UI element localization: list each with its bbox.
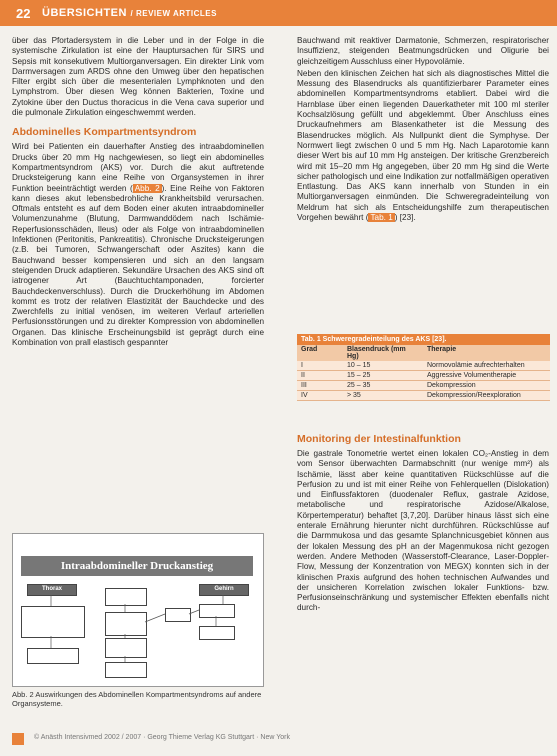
table-cell: Normovolämie aufrechterhalten (427, 362, 525, 369)
table-cell: 15 – 25 (347, 372, 371, 379)
gehirn-box: Gehirn (199, 584, 249, 596)
thorax-box: Thorax (27, 584, 77, 596)
table-cell: > 35 (347, 392, 361, 399)
table-header-cell: Blasendruck (mm Hg) (347, 346, 406, 360)
paragraph: Neben den klinischen Zeichen hat sich als diagnostisches Mittel die Messung des Blasendrucks als quantifizierbarer Parameter eines abdominellen Kompartmentsyndroms etabliert. Dabei wird die Harnblase über einen liegenden Dauerkatheter mit 100 ml steriler Kochsalzlösung gefüllt und abgeklemmt. Über Anschluss eines Druckaufnehmers am Blasenkatheter ist die Messung des Blasendruckes möglich. Als Nullpunkt dient die Symphyse. Der Normwert liegt zwischen 0 und 5 mm Hg. Nach Laparotomie kann dieser Wert bis auf 10 mm Hg ansteigen. Der kritische Grenzbereich wird mit 15–20 mm Hg angegeben, über 20 mm Hg sind die Werte sicher pathologisch und eine Indikation zur notfallmäßigen operativen Entlastung. Das AKS kann innerhalb von Stunden in ein Multiorganversagen einmünden. Die Schweregradeinteilung von Meldrum hat sich als Entscheidungshilfe zum therapeutischen Vorgehen bewährt ( Tab. 1 ) [23]. (297, 68, 549, 223)
figure-reference-link[interactable]: Abb. 2 (134, 183, 160, 193)
figure-caption: Abb. 2 Auswirkungen des Abdominellen Kompartmentsyndroms auf andere Organsysteme. (12, 690, 262, 708)
table-title: Tab. 1 Schweregradeinteilung des AKS [23]. (297, 334, 550, 345)
table-row (297, 361, 550, 371)
table-cell: III (301, 382, 307, 389)
table-cell: Dekompression (427, 382, 476, 389)
table-cell: II (301, 372, 305, 379)
table-header-row (297, 345, 550, 361)
table-cell: 10 – 15 (347, 362, 371, 369)
table-header-cell: Grad (301, 346, 318, 353)
page-number: 22 (16, 6, 31, 21)
section-title: ÜBERSICHTEN / REVIEW ARTICLES (42, 7, 217, 19)
table-cell: 25 – 35 (347, 382, 371, 389)
left-column (12, 36, 264, 350)
table-row (297, 381, 550, 391)
section-subtitle: / REVIEW ARTICLES (130, 9, 217, 18)
paragraph: Wird bei Patienten ein dauerhafter Anstieg des intraabdominellen Drucks über 20 mm Hg nachgewiesen, so liegt ein abdominelles Kompartmentsyndrom (AKS) vor. Durch die akut auftretende Drucksteigerung kann eine Reihe von Organsystemen in ihrer Funktion beeinträchtigt werden ( Abb. 2 ). Eine Reihe von Faktoren kann dieses akut lebensbedrohliche Krankheitsbild verursachen. Oftmals entsteht es auf dem Boden einer akuten intraabdomineller Volumenzunahme (Blutung, Darmwanddödem nach Ischämie-Reperfusionsschäden, Ileus) oder als Folge von intraabdominellen Infektionen (Peritonitis, Pankreatitis). Chronische Drucksteigerungen (z.B. bei Tumoren, Schwangerschaft oder Aszites) kann die Bauchwand besser kompensieren und sich an den langsam steigenden Druck adaptieren. Sekundäre Ursachen des AKS sind oft iatrogener Art (Bauchtuchtamponaden, forcierter Bauchdeckenverschluss). Durch die Druckerhöhung im Abdomen kommt es trotz der relativen Elastizität der Bauchdecke und des Zwerchfells zu initial venösen, im weiteren Verlauf arteriellen Perfusionsstörungen und zu direkter Kompression von abdominellen Organen. Das klinische Erscheinungsbild ist geprägt durch eine Kombination von prall elastisch gespannter (12, 142, 264, 348)
diagram-connectors (13, 534, 263, 686)
figure-banner: Intraabdomineller Druckanstieg (21, 556, 253, 576)
section-heading: Abdominelles Kompartmentsyndrom (12, 126, 197, 139)
right-column-lower (297, 425, 549, 616)
table-row (297, 371, 550, 381)
section-heading: Monitoring der Intestinalfunktion (297, 433, 461, 445)
table-cell: I (301, 362, 303, 369)
footer-text: © Anästh Intensivmed 2002 / 2007 · Georg Thieme Verlag KG Stuttgart · New York (34, 734, 291, 741)
page-header (0, 0, 557, 26)
table-cell: Dekompression/Reexploration (427, 392, 521, 399)
table-cell: IV (301, 392, 308, 399)
paragraph: Die gastrale Tonometrie wertet einen lokalen CO₂-Anstieg in dem vom Sensor überwachten Darmabschnitt (nur wenige mm²) als Ischämie, lässt aber keine quantitativen Rückschlüsse auf die Perfusion zu und ist mit einer Reihe von Fehlerquellen (Dislokation) und Einflussfaktoren (duodenaler Reflux, gastrale Azidose, metabolische und respiratorische Azidose/Alkalose, Körpertemperatur) behaftet [3,7,20]. Darüber hinaus lässt sich eine enterale Ernährung hierunter nicht durchführen. Rückschlüsse auf die Darmmukosa und das gesamte Splanchnicusgebiet können aus der lokalen Messung des pH an der Magenmukosa nicht gezogen werden. Andere Methoden (Wasserstoff-Clearance, Laser-Doppler-Flow, Messung der Konzentration von MEGX) konnten sich in der klinischen Praxis aufgrund des hohen technischen Aufwandes und der unsicheren Korrelation zwischen lokaler Funktions- bzw. Perfusionseinschränkung und systemischer Effekten ebenfalls nicht durch- (297, 449, 549, 613)
paragraph: Bauchwand mit reaktiver Darmatonie, Schmerzen, respiratorischer Insuffizienz, steigenden Beatmungsdrücken und Oligurie bei gleichzeitigem Ausschluss einer Hypovolämie. (297, 36, 549, 66)
table-row (297, 391, 550, 401)
page-footer (0, 730, 557, 756)
footer-marker (12, 733, 24, 745)
table-cell: Aggressive Volumentherapie (427, 372, 517, 379)
paragraph: über das Pfortadersystem in die Leber und in der Folge in die systemische Zirkulation ist eine der Hauptursachen für SIRS und Sepsis mit konsekutivem Multiorganversagen. Ein direkter Link vom Darmversagen zum ARDS ohne den Umweg über den hepatischen Filter ergibt sich über die mesenterialen Lymphknoten und den Lymphstrom. Über diesen Weg können Bakterien, Toxine und Zytokine über den Ductus thoracicus in die Vena cava superior und die pulmonale Zirkulation eingeschwemmt werden. (12, 36, 264, 118)
severity-table (297, 334, 550, 401)
right-column (297, 36, 549, 225)
figure-diagram (12, 533, 264, 687)
table-reference-link[interactable]: Tab. 1 (370, 213, 393, 223)
table-header-cell: Therapie (427, 346, 457, 353)
